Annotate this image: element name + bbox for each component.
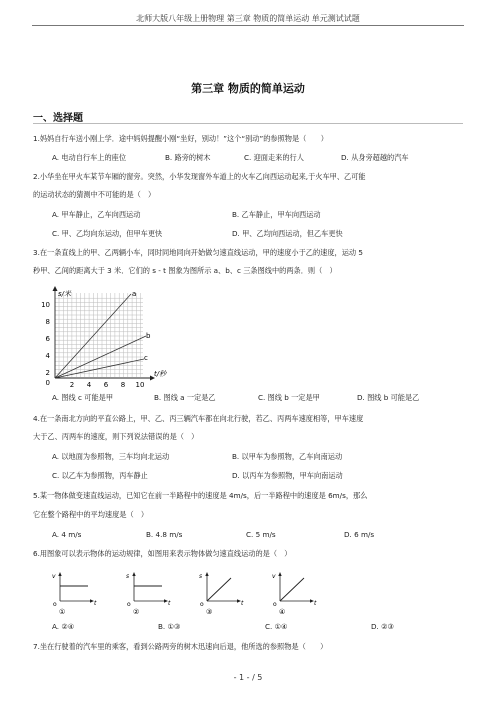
q1-option-b: B. 路旁的树木 — [165, 153, 211, 162]
q5-option-a: A. 4 m/s — [52, 530, 82, 539]
svg-text:①: ① — [59, 608, 66, 616]
sloped-line — [207, 578, 231, 601]
y-axis-label: s/米 — [58, 290, 72, 298]
q3-stem-line1: 3.在一条直线上的甲、乙两辆小车，同时同地同向开始做匀速直线运动，甲的速度小于乙的速度，运动 5 — [33, 248, 363, 257]
svg-text:t: t — [241, 600, 244, 607]
header-divider — [32, 25, 464, 26]
q5-stem-line1: 5.某一物体做变速直线运动，已知它在前一半路程中的速度是 4m/s，后一半路程中的速度是 6m/s，那么 — [33, 491, 368, 500]
q6-graph-4 — [270, 568, 330, 618]
q6-option-c: C. ①④ — [265, 622, 288, 631]
q3-st-graph — [36, 284, 176, 392]
svg-text:t: t — [168, 600, 171, 607]
svg-text:s: s — [199, 573, 203, 580]
origin-label: 0 — [45, 379, 50, 387]
q2-stem-line2: 的运动状态的猜测中不可能的是（ ） — [33, 190, 156, 199]
q6-graph-3 — [197, 568, 257, 618]
svg-text:②: ② — [133, 608, 140, 616]
y-tick-2: 2 — [45, 369, 50, 377]
svg-text:v: v — [272, 573, 276, 580]
q4-option-c: C. 以乙车为参照物，丙车静止 — [52, 471, 148, 480]
q5-option-c: C. 5 m/s — [246, 530, 276, 539]
x-tick-6: 6 — [103, 381, 109, 389]
sloped-line — [280, 578, 304, 601]
svg-text:④: ④ — [279, 608, 286, 616]
svg-text:t: t — [94, 600, 97, 607]
svg-text:o: o — [127, 601, 131, 608]
svg-text:t: t — [314, 600, 317, 607]
label-b: b — [146, 332, 151, 340]
svg-text:o: o — [273, 601, 277, 608]
x-axis-label: t/秒 — [154, 370, 167, 378]
y-tick-10: 10 — [41, 301, 50, 309]
q6-option-b: B. ①③ — [158, 622, 181, 631]
q3-option-c: C. 图线 b 一定是甲 — [258, 393, 320, 402]
q1-option-a: A. 电动自行车上的座位 — [52, 153, 127, 162]
q4-stem-line2: 大于乙、丙两车的速度，则下列说法错误的是（ ） — [33, 432, 199, 441]
x-tick-4: 4 — [86, 381, 92, 389]
section-divider — [33, 123, 463, 124]
q3-stem-line2: 秒甲、乙间的距离大于 3 米．它们的 s - t 图象为图所示 a、b、c 三条图线中的两条．则（ ） — [33, 266, 337, 275]
q5-option-d: D. 6 m/s — [344, 530, 375, 539]
q2-option-c: C. 甲、乙均向东运动，但甲车更快 — [52, 229, 163, 238]
page-number: - 1 - / 5 — [233, 673, 263, 682]
svg-text:v: v — [52, 573, 56, 580]
y-tick-4: 4 — [45, 352, 50, 360]
line-c — [55, 359, 144, 378]
svg-text:o: o — [53, 601, 57, 608]
q6-graph-1 — [50, 568, 110, 618]
label-c: c — [144, 354, 148, 362]
label-a: a — [132, 290, 137, 298]
y-tick-8: 8 — [45, 318, 50, 326]
q3-option-a: A. 图线 c 可能是甲 — [52, 393, 114, 402]
q5-option-b: B. 4.8 m/s — [146, 530, 183, 539]
section-heading: 一、选择题 — [33, 113, 83, 124]
q6-option-a: A. ②④ — [52, 622, 75, 631]
q2-option-a: A. 甲车静止，乙车向西运动 — [52, 210, 141, 219]
svg-text:③: ③ — [206, 608, 213, 616]
q2-stem-line1: 2.小华坐在甲火车某节车厢的窗旁。突然，小华发现窗外车道上的火车乙向西运动起来,于火车甲、乙可能 — [33, 172, 366, 181]
svg-text:o: o — [200, 601, 204, 608]
q2-option-d: D. 甲、乙均向西运动，但乙车更快 — [232, 229, 343, 238]
q6-option-d: D. ②③ — [371, 622, 394, 631]
q1-option-c: C. 迎面走来的行人 — [244, 153, 304, 162]
q4-option-d: D. 以丙车为参照物，甲车向南运动 — [232, 471, 343, 480]
q6-stem: 6.用图象可以表示物体的运动规律，如图用来表示物体做匀速直线运动的是（ ） — [33, 549, 292, 558]
q7-stem: 7.坐在行驶着的汽车里的乘客，看到公路两旁的树木迅速向后退，他所选的参照物是（ ） — [33, 642, 328, 651]
x-tick-10: 10 — [135, 381, 145, 389]
q1-option-d: D. 从身旁超越的汽车 — [341, 153, 409, 162]
q4-option-a: A. 以地面为参照物，三车均向北运动 — [52, 452, 170, 461]
q5-stem-line2: 它在整个路程中的平均速度是（ ） — [33, 510, 149, 519]
q4-stem-line1: 4.在一条南北方向的平直公路上，甲、乙、丙三辆汽车都在向北行驶，若乙、丙两车速度相等，甲车速度 — [33, 414, 364, 423]
x-tick-2: 2 — [69, 381, 75, 389]
q4-option-b: B. 以甲车为参照物，乙车向南运动 — [232, 452, 343, 461]
q3-option-d: D. 图线 b 可能是乙 — [357, 393, 420, 402]
chapter-title: 第三章 物质的简单运动 — [191, 82, 305, 95]
q6-graph-2 — [124, 568, 184, 618]
q2-option-b: B. 乙车静止，甲车向西运动 — [232, 210, 321, 219]
x-tick-8: 8 — [120, 381, 126, 389]
q3-option-b: B. 图线 a 一定是乙 — [154, 393, 216, 402]
svg-text:s: s — [126, 573, 130, 580]
page-header: 北师大版八年级上册物理 第三章 物质的简单运动 单元测试试题 — [136, 14, 360, 23]
q1-stem: 1.妈妈自行车送小刚上学．途中妈妈提醒小刚“坐好，别动！”这个“别动”的参照物是（ ） — [33, 134, 328, 143]
y-tick-6: 6 — [45, 335, 50, 343]
